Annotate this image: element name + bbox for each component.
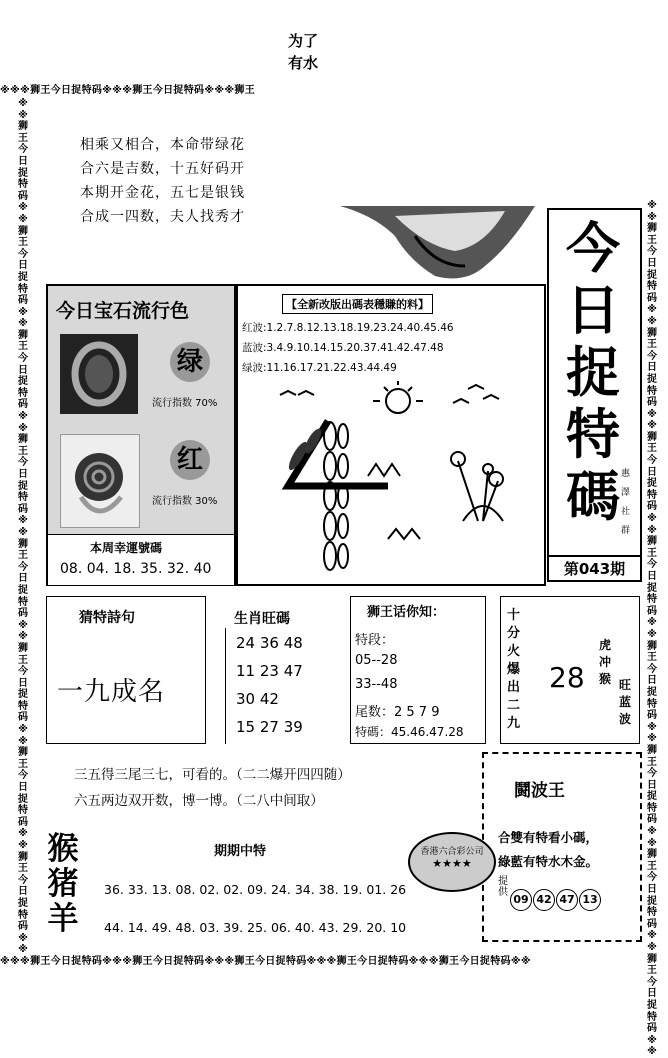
- poem-line-1: 相乘又相合，本命带绿花: [80, 137, 245, 153]
- lion-illustration: [335, 206, 545, 286]
- hot-col-1: 虎冲猴: [599, 638, 612, 686]
- animals-text: 猴猪羊: [47, 831, 79, 937]
- kings-box: [482, 752, 642, 942]
- lion-title: 狮王话你知：: [367, 605, 446, 620]
- lucky-box: [48, 534, 234, 585]
- zodiac-row-4: 15 27 39: [236, 718, 303, 736]
- right-banner-strip: ※※狮王今日捉特码※※狮王今日捉特码※※狮王今日捉特码※※狮王今日捉特码※※狮王今日捉特码※※狮王今日捉特码※※狮王今日捉特码※※狮王今日捉特码※※: [647, 200, 657, 1058]
- period-row-1: 36. 33. 13. 08. 02. 02. 09. 24. 34. 38. 19. 01. 26: [104, 882, 407, 897]
- gem-box: [46, 284, 236, 586]
- lion-line-1: 特段：: [355, 633, 395, 648]
- poem-line-3: 本期开金花，五七是银钱: [80, 185, 245, 201]
- zodiac-box: [225, 628, 343, 744]
- wave-title: 【全新改版出碼表穩賺的料】: [282, 294, 433, 314]
- lion-line-4: 尾数：2 5 7 9: [355, 705, 440, 720]
- kings-title: 鬪波王: [514, 781, 565, 801]
- lucky-title: 本周幸運號碼: [90, 541, 163, 555]
- gem-index-green: 流行指数 70%: [152, 398, 218, 409]
- zodiac-row-1: 24 36 48: [236, 634, 303, 652]
- title-box: [547, 208, 642, 582]
- gem-index-red: 流行指数 30%: [152, 496, 218, 507]
- zodiac-title: 生肖旺碼: [234, 611, 290, 627]
- lion-line-5: 特碼：45.46.47.28: [355, 725, 464, 739]
- top-fragment-1: 为了: [288, 32, 319, 50]
- kings-line-2: 綠藍有特水木金。: [498, 854, 599, 869]
- gem-image-ring: [60, 334, 138, 414]
- lion-line-2: 05--28: [355, 653, 398, 668]
- title-text: 今日捉特碼: [566, 217, 620, 528]
- bottom-banner-strip: ※※※狮王今日捉特码※※※狮王今日捉特码※※※狮王今日捉特码※※※狮王今日捉特码※※※狮王今日捉特码※※: [0, 956, 531, 967]
- lion-box: [350, 596, 486, 744]
- period-row-2: 44. 14. 49. 48. 03. 39. 25. 06. 40. 43. 29. 20. 10: [104, 920, 407, 935]
- hot-box: [500, 596, 640, 744]
- issue-number: 第043期: [549, 555, 640, 581]
- gem-image-snail: [60, 434, 140, 528]
- wave-green: 绿波:11.16.17.21.22.43.44.49: [242, 362, 397, 374]
- poem-guess-box: [46, 596, 206, 744]
- seal-text: 香港六合彩公司: [420, 847, 484, 857]
- left-banner-strip: ※※狮王今日捉特码※※狮王今日捉特码※※狮王今日捉特码※※狮王今日捉特码※※狮王今日捉特码※※狮王今日捉特码※※狮王今日捉特码※※狮王今日捉特码※※: [18, 98, 28, 956]
- kings-number-1: 09: [510, 889, 532, 911]
- wave-blue: 蓝波:3.4.9.10.14.15.20.37.41.42.47.48: [242, 342, 444, 354]
- title-subtitle: 惠澤社群: [621, 469, 631, 536]
- period-title: 期期中特: [214, 844, 267, 859]
- top-fragment-2: 有水: [288, 54, 319, 72]
- lion-line-3: 33--48: [355, 677, 398, 692]
- hot-vertical: 十分火爆出二九: [507, 608, 521, 731]
- lucky-numbers: 08. 04. 18. 35. 32. 40: [60, 561, 212, 577]
- wave-box: [236, 284, 546, 586]
- gem-color-circle-red: 红: [170, 440, 210, 480]
- riddle-line-2: 六五两边双开数，博一博。（二八中间取）: [74, 793, 324, 809]
- poem-line-2: 合六是吉数，十五好码开: [80, 161, 245, 177]
- gem-title: 今日宝石流行色: [56, 300, 190, 322]
- kings-numbers: [510, 888, 602, 911]
- zodiac-row-3: 30 42: [236, 690, 279, 708]
- hot-number: 28: [549, 661, 585, 694]
- top-banner-strip: ※※※狮王今日捉特码※※※狮王今日捉特码※※※狮王: [0, 85, 255, 96]
- wave-red: 红波:1.2.7.8.12.13.18.19.23.24.40.45.46: [242, 322, 454, 334]
- kings-number-3: 47: [556, 889, 578, 911]
- company-seal: [408, 832, 496, 892]
- poem-line-4: 合成一四数，夫人找秀才: [80, 209, 245, 225]
- poem-guess-answer: 一九成名: [57, 677, 166, 707]
- seal-stars: ★★★★: [432, 857, 472, 870]
- kings-number-4: 13: [579, 889, 601, 911]
- kings-line-1: 合雙有特看小碼，: [498, 830, 599, 845]
- gem-color-circle-green: 绿: [170, 342, 210, 382]
- riddle-line-1: 三五得三尾三七，可看的。（二二爆开四四随）: [74, 767, 351, 783]
- kings-number-2: 42: [533, 889, 555, 911]
- hot-col-2: 旺蓝波: [619, 678, 632, 726]
- kings-provide: 提供: [498, 876, 508, 898]
- zodiac-row-2: 11 23 47: [236, 662, 303, 680]
- poem-guess-title: 猜特詩句: [79, 610, 135, 626]
- riddle-drawing: [238, 381, 544, 581]
